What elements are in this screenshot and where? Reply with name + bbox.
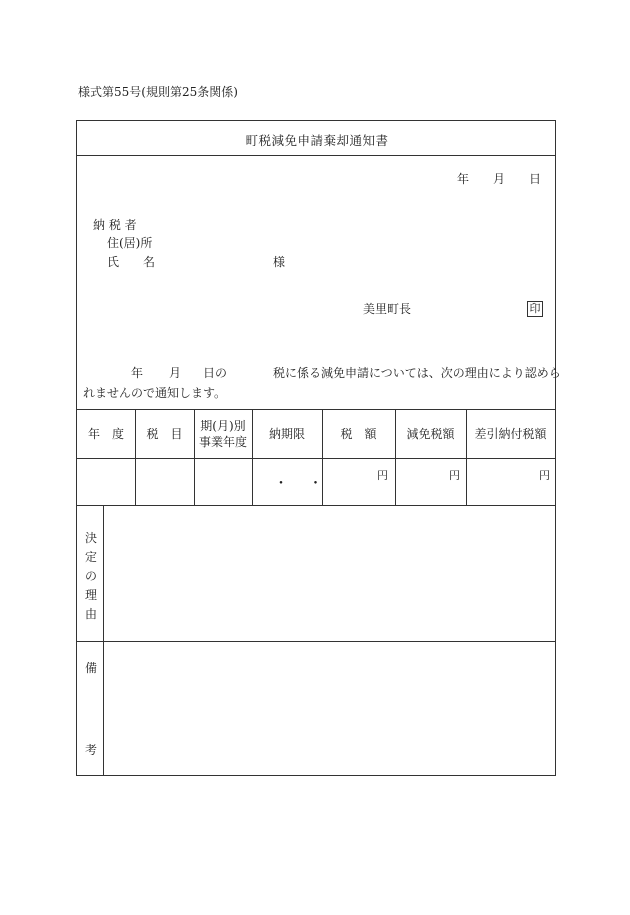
- name-label: 氏 名: [107, 255, 156, 269]
- yen-unit-tax: 円: [377, 469, 388, 482]
- remarks-label-top: 備: [84, 661, 97, 675]
- header-tax-item: 税 目: [146, 426, 183, 441]
- taxpayer-label: 納 税 者: [93, 218, 137, 232]
- notice-text-line1: 税に係る減免申請については、次の理由により認めら: [273, 366, 561, 380]
- header-reduction-amount: 減免税額: [406, 426, 455, 441]
- header-due-date: 納期限: [268, 426, 305, 441]
- notice-day-label: 日の: [203, 366, 228, 380]
- date-month-label: 月: [493, 172, 506, 186]
- form-reference: 様式第55号(規則第25条関係): [78, 85, 238, 99]
- form-title: 町税減免申請棄却通知書: [245, 133, 389, 148]
- notice-month-label: 月: [169, 366, 182, 380]
- notice-text-line2: れませんので通知します。: [83, 386, 227, 400]
- header-net-payable: 差引納付税額: [474, 426, 547, 441]
- section-label-divider: [103, 505, 104, 775]
- header-fiscal-year: 年 度: [87, 426, 124, 441]
- yen-unit-reduction: 円: [449, 469, 460, 482]
- yen-unit-net: 円: [539, 469, 550, 482]
- notice-form: [76, 120, 561, 776]
- reason-label: 決定の理由: [84, 531, 97, 621]
- address-label: 住(居)所: [107, 236, 153, 250]
- date-year-label: 年: [457, 172, 470, 186]
- divider-title: [77, 155, 555, 156]
- notice-year-label: 年: [131, 366, 144, 380]
- issuer-title: 美里町長: [363, 302, 412, 316]
- honorific-label: 様: [273, 255, 286, 269]
- header-tax-amount: 税 額: [340, 426, 377, 441]
- divider-table-bottom: [77, 505, 555, 506]
- divider-table-header: [77, 458, 555, 459]
- due-date-separator: ・ ・: [274, 476, 331, 492]
- seal-mark: 印: [527, 301, 543, 317]
- header-period: 期(月)別 事業年度: [198, 418, 247, 449]
- remarks-label-bottom: 考: [84, 743, 97, 757]
- divider-remarks: [77, 641, 555, 642]
- date-day-label: 日: [529, 172, 542, 186]
